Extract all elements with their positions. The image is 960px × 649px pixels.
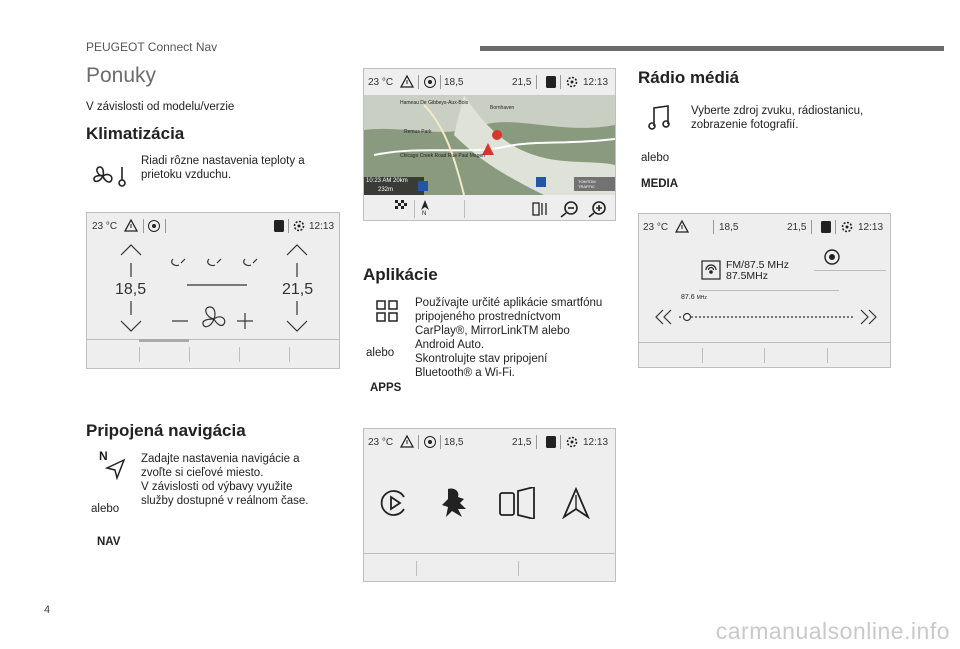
status-bar <box>364 69 615 95</box>
clock: 12:13 <box>858 222 884 233</box>
finish-flag-icon[interactable] <box>395 200 409 214</box>
apps-text-line: pripojeného prostredníctvom <box>415 311 561 323</box>
map-label: Remus Park <box>404 129 432 135</box>
apps-or-label: alebo <box>366 347 395 359</box>
climate-fan-icon <box>92 163 128 189</box>
warning-icon <box>124 219 138 232</box>
connectivity-icon <box>423 75 437 89</box>
warning-icon <box>400 435 414 448</box>
distance-info: 232m <box>378 187 394 193</box>
outside-temp: 23 °C <box>368 77 394 88</box>
music-note-icon <box>648 104 672 130</box>
north-label: N <box>99 449 108 463</box>
radio-description <box>691 104 891 132</box>
clock: 12:13 <box>583 437 609 448</box>
clock: 12:13 <box>583 77 609 88</box>
status-bar <box>364 429 615 455</box>
nav-button-label: NAV <box>97 536 121 548</box>
connectivity-icon <box>147 219 161 233</box>
zoom-in-icon[interactable] <box>588 200 608 218</box>
zoom-out-icon[interactable] <box>560 200 580 218</box>
watermark: carmanualsonline.info <box>715 618 950 644</box>
station-name: 87.5MHz <box>726 270 769 282</box>
header-bar <box>480 46 944 51</box>
left-temp: 18,5 <box>719 222 739 233</box>
outside-temp: 23 °C <box>368 437 394 448</box>
apps-description <box>415 296 615 380</box>
compass-north: N <box>422 211 427 217</box>
radio-or-label: alebo <box>641 152 670 164</box>
page-number: 4 <box>44 604 51 616</box>
fm-radio-icon <box>701 260 721 280</box>
frequency-slider[interactable] <box>653 306 879 328</box>
phone-icon <box>820 220 832 234</box>
apps-text-line: Používajte určité aplikácie smartfónu <box>415 297 603 309</box>
status-bar <box>639 214 890 240</box>
page-title: Ponuky <box>86 64 157 87</box>
mirrorlink-icon[interactable] <box>498 487 538 519</box>
arrival-info: 10:23 AM 20km <box>366 178 408 184</box>
android-auto-icon[interactable] <box>562 487 590 519</box>
freq-marker-value: 87.6 <box>681 294 695 301</box>
station-frequency: FM/87.5 MHz <box>726 259 790 271</box>
right-temp: 21,5 <box>512 77 532 88</box>
right-temp: 21,5 <box>787 222 807 233</box>
map-view[interactable] <box>364 95 615 195</box>
phone-icon <box>273 219 285 233</box>
header-title: PEUGEOT Connect Nav <box>86 40 218 54</box>
nav-screen <box>363 68 616 221</box>
outside-temp: 23 °C <box>643 222 669 233</box>
left-setpoint[interactable]: 18,5 <box>115 281 147 298</box>
right-setpoint[interactable]: 21,5 <box>282 281 314 298</box>
lane-info-icon[interactable] <box>532 201 550 217</box>
radio-text-line: zobrazenie fotografií. <box>691 119 799 131</box>
right-temp: 21,5 <box>512 437 532 448</box>
navigation-arrow-icon <box>104 458 126 480</box>
apps-text-line: Bluetooth® a Wi-Fi. <box>415 367 515 379</box>
radio-screen <box>638 213 891 368</box>
phone-icon <box>545 75 557 89</box>
nav-text-line: V závislosti od výbavy využite <box>141 481 293 493</box>
outside-temp: 23 °C <box>92 221 118 232</box>
warning-icon <box>400 75 414 88</box>
active-tab-indicator <box>139 339 189 342</box>
climate-text-line: Riadi rôzne nastavenia teploty a <box>141 155 305 167</box>
traffic-logo: TOMTOM TRAFFIC <box>578 179 596 189</box>
page-subtitle: V závislosti od modelu/verzie <box>86 101 235 113</box>
apps-text-line: Android Auto. <box>415 339 485 351</box>
carplay-icon[interactable] <box>380 489 408 517</box>
radio-heading: Rádio médiá <box>638 68 740 87</box>
left-temp: 18,5 <box>444 77 464 88</box>
nav-text-line: zvoľte si cieľové miesto. <box>141 467 264 479</box>
peugeot-lion-icon[interactable] <box>440 487 470 519</box>
climate-heading: Klimatizácia <box>86 124 185 143</box>
settings-icon <box>840 220 854 234</box>
clock: 12:13 <box>309 221 335 232</box>
climate-screen <box>86 212 340 369</box>
phone-icon <box>545 435 557 449</box>
nav-text-line: služby dostupné v reálnom čase. <box>141 495 309 507</box>
freq-marker-label <box>681 294 707 301</box>
apps-screen <box>363 428 616 582</box>
apps-button-label: APPS <box>370 382 402 394</box>
radio-button-label: MEDIA <box>641 178 679 190</box>
freq-marker-unit: MHz <box>696 295 707 301</box>
station-info <box>726 260 789 282</box>
status-bar <box>87 213 339 239</box>
apps-text-line: Skontrolujte stav pripojení <box>415 353 548 365</box>
settings-icon <box>292 219 306 233</box>
apps-grid-icon <box>376 300 398 322</box>
settings-icon <box>565 75 579 89</box>
compass-icon[interactable] <box>419 199 431 211</box>
nav-description <box>141 452 341 508</box>
map-label: Hameau De Gibbeys-Aux-Bois <box>400 100 469 106</box>
map-label: Chicago Creek Road Rue Paul Magen <box>400 153 486 159</box>
apps-heading: Aplikácie <box>363 265 438 284</box>
nav-text-line: Zadajte nastavenia navigácie a <box>141 453 300 465</box>
map-label: Bornhaven <box>490 105 515 111</box>
radio-text-line: Vyberte zdroj zvuku, rádiostanicu, <box>691 105 864 117</box>
left-temp: 18,5 <box>444 437 464 448</box>
connectivity-icon <box>423 435 437 449</box>
nav-heading: Pripojená navigácia <box>86 421 246 440</box>
radio-source-icon[interactable] <box>823 248 841 266</box>
warning-icon <box>675 220 689 233</box>
climate-description <box>141 154 341 182</box>
climate-text-line: prietoku vzduchu. <box>141 169 232 181</box>
settings-icon <box>565 435 579 449</box>
apps-text-line: CarPlay®, MirrorLinkTM alebo <box>415 325 570 337</box>
nav-or-label: alebo <box>91 503 120 515</box>
